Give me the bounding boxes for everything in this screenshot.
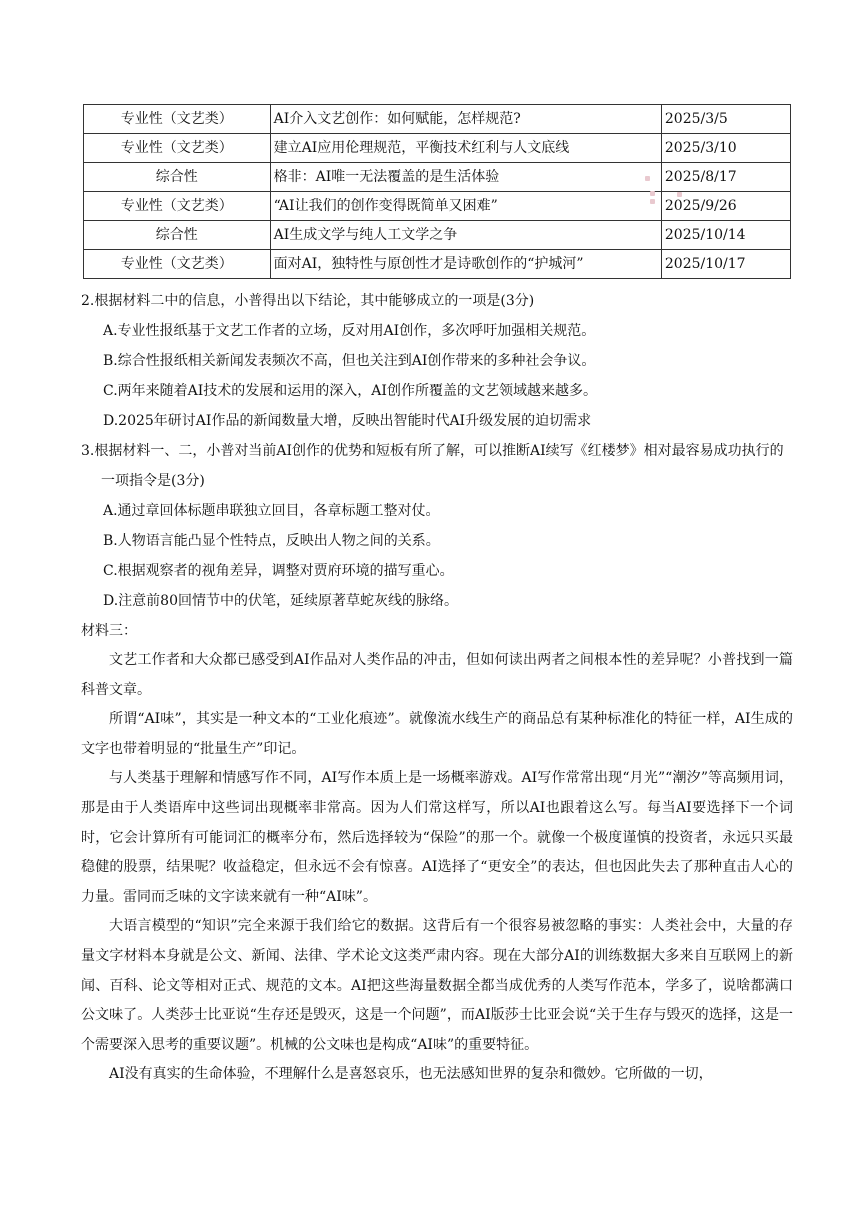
option-a: A.通过章回体标题串联独立回目，各章标题工整对仗。 <box>103 503 440 519</box>
table-cell-date: 2025/10/14 <box>661 221 790 250</box>
table-cell-title: 格非：AI唯一无法覆盖的是生活体验 <box>270 163 661 192</box>
table-cell-date: 2025/10/17 <box>661 250 790 279</box>
table-cell-type: 专业性（文艺类） <box>84 250 271 279</box>
table-row <box>84 192 791 221</box>
question-stem: 3.根据材料一、二，小普对当前AI创作的优势和短板有所了解，可以推断AI续写《红楼梦》相对最容易成功执行的一项指令是(3分) <box>81 443 784 489</box>
table-cell-type: 专业性（文艺类） <box>84 105 271 134</box>
paragraph: 文艺工作者和大众都已感受到AI作品对人类作品的冲击，但如何读出两者之间根本性的差异呢？小普找到一篇科普文章。 <box>81 652 793 698</box>
option-a: A.专业性报纸基于文艺工作者的立场，反对用AI创作，多次呼吁加强相关规范。 <box>103 323 596 339</box>
paragraph: 所谓“AI味”，其实是一种文本的“工业化痕迹”。就像流水线生产的商品总有某种标准化的特征一样，AI生成的文字也带着明显的“批量生产”印记。 <box>81 711 793 757</box>
material-label: 材料三： <box>81 623 137 639</box>
table-row <box>84 163 791 192</box>
table-row <box>84 221 791 250</box>
table-cell-date: 2025/8/17 <box>661 163 790 192</box>
document-body <box>81 286 793 1090</box>
table-cell-type: 专业性（文艺类） <box>84 192 271 221</box>
table-cell-title: 面对AI，独特性与原创性才是诗歌创作的“护城河” <box>270 250 661 279</box>
table-cell-title: AI生成文学与纯人工文学之争 <box>270 221 661 250</box>
table-cell-title: AI介入文艺创作：如何赋能，怎样规范? <box>270 105 661 134</box>
table-cell-type: 综合性 <box>84 163 271 192</box>
paragraph: 与人类基于理解和情感写作不同，AI写作本质上是一场概率游戏。AI写作常常出现“月光”“潮汐”等高频用词，那是由于人类语库中这些词出现概率非常高。因为人们常这样写，所以AI也跟着这么写。每当AI要选择下一个词时，它会计算所有可能词汇的概率分布，然后选择较为“保险”的那一个。就像一个极度谨慎的投资者，永远只买最稳健的股票，结果呢？收益稳定，但永远不会有惊喜。AI选择了“更安全”的表达，但也因此失去了那种直击人心的力量。雷同而乏味的文字读来就有一种“AI味”。 <box>81 770 793 905</box>
paragraph: 大语言模型的“知识”完全来源于我们给它的数据。这背后有一个很容易被忽略的事实：人类社会中，大量的存量文字材料本身就是公文、新闻、法律、学术论文这类严肃内容。现在大部分AI的训练数据大多来自互联网上的新闻、百科、论文等相对正式、规范的文本。AI把这些海量数据全都当成优秀的人类写作范本，学多了，说啥都满口公文味了。人类莎士比亚说“生存还是毁灭，这是一个问题”，而AI版莎士比亚会说“关于生存与毁灭的选择，这是一个需要深入思考的重要议题”。机械的公文味也是构成“AI味”的重要特征。 <box>81 918 793 1053</box>
news-table <box>83 104 791 279</box>
question-2 <box>81 286 793 436</box>
table-cell-title: “AI让我们的创作变得既简单又困难” <box>270 192 661 221</box>
table-cell-date: 2025/3/5 <box>661 105 790 134</box>
decorative-speck <box>677 192 682 197</box>
table-row <box>84 134 791 163</box>
table-cell-title: 建立AI应用伦理规范，平衡技术红利与人文底线 <box>270 134 661 163</box>
table-row <box>84 105 791 134</box>
option-b: B.人物语言能凸显个性特点，反映出人物之间的关系。 <box>103 533 440 549</box>
table-cell-date: 2025/3/10 <box>661 134 790 163</box>
question-3 <box>81 436 793 616</box>
option-d: D.2025年研讨AI作品的新闻数量大增，反映出智能时代AI升级发展的迫切需求 <box>103 413 592 429</box>
material-3 <box>81 616 793 1090</box>
table-cell-type: 专业性（文艺类） <box>84 134 271 163</box>
table-row <box>84 250 791 279</box>
decorative-speck <box>650 199 655 204</box>
option-d: D.注意前80回情节中的伏笔，延续原著草蛇灰线的脉络。 <box>103 593 458 609</box>
table-cell-date: 2025/9/26 <box>661 192 790 221</box>
option-b: B.综合性报纸相关新闻发表频次不高，但也关注到AI创作带来的多种社会争议。 <box>103 353 596 369</box>
option-c: C.根据观察者的视角差异，调整对贾府环境的描写重心。 <box>103 563 454 579</box>
table-cell-type: 综合性 <box>84 221 271 250</box>
decorative-speck <box>650 191 655 196</box>
option-c: C.两年来随着AI技术的发展和运用的深入，AI创作所覆盖的文艺领域越来越多。 <box>103 383 597 399</box>
paragraph: AI没有真实的生命体验，不理解什么是喜怒哀乐，也无法感知世界的复杂和微妙。它所做的一切， <box>109 1066 713 1083</box>
question-stem: 2.根据材料二中的信息，小普得出以下结论，其中能够成立的一项是(3分) <box>81 293 535 309</box>
decorative-speck <box>645 176 650 181</box>
